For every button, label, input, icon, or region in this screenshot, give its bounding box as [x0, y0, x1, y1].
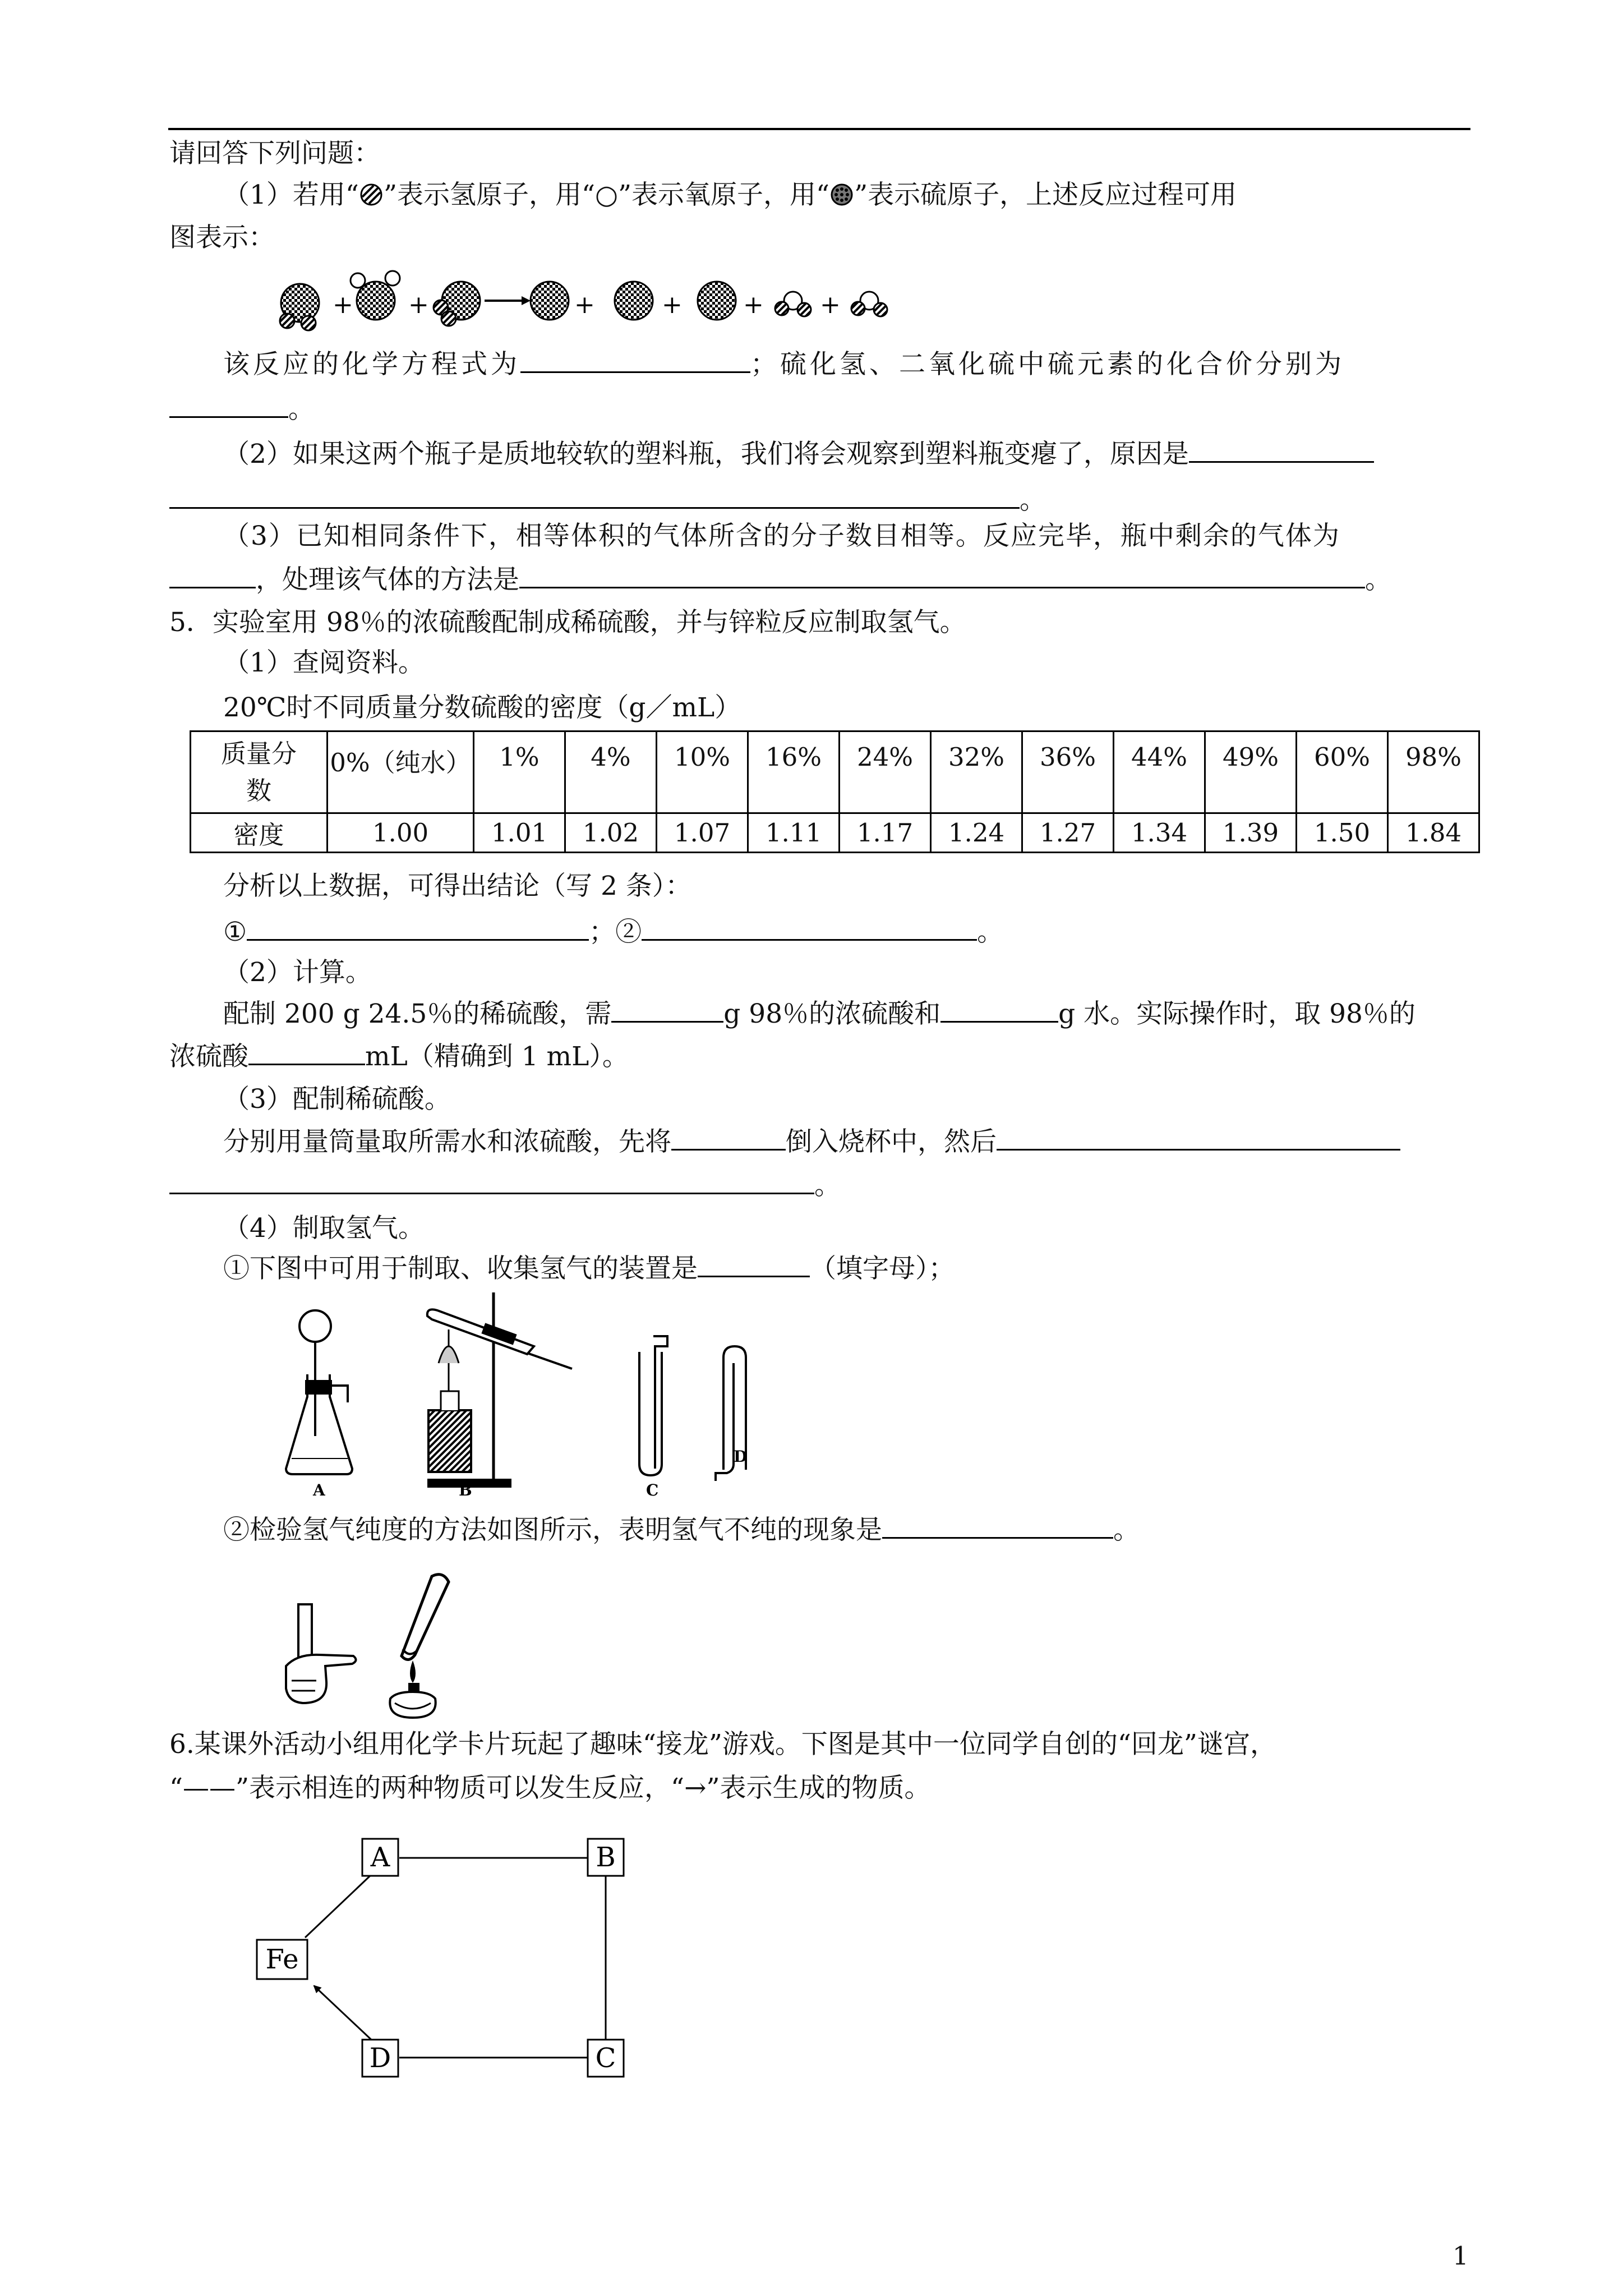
dilution-step-blank-b[interactable]	[169, 1170, 814, 1194]
water-mass-blank[interactable]	[940, 999, 1058, 1023]
svg-text:+: +	[743, 291, 764, 319]
q5-title: 5．实验室用 98％的浓硫酸配制成稀硫酸，并与锌粒反应制取氢气。	[169, 607, 966, 638]
reason-blank-a[interactable]	[1189, 439, 1374, 463]
conclusion-2-blank[interactable]	[642, 917, 977, 941]
q4-part2-cont	[169, 484, 1046, 517]
q4-part1-text-c: ”表示硫原子，上述反应过程可用	[854, 180, 1237, 210]
node-a-label: A	[370, 1842, 390, 1873]
calc-text-b: g 98％的浓硫酸和	[723, 999, 941, 1029]
q4-part1-line	[223, 178, 1237, 212]
q4-part1-text-a: （1）若用“	[223, 180, 359, 210]
collection-tube-upright	[639, 1336, 667, 1475]
svg-text:+: +	[333, 291, 353, 319]
apparatus-blank[interactable]	[698, 1253, 810, 1277]
conclusion-1-label: ①	[223, 917, 247, 947]
fraction-cell: 10%	[657, 731, 748, 813]
calc-text-a: 配制 200 g 24.5％的稀硫酸，需	[223, 999, 612, 1029]
reaction-diagram	[275, 268, 903, 335]
fraction-cell: 24%	[840, 731, 931, 813]
dilution-text-a: 分别用量筒量取所需水和浓硫酸，先将	[223, 1126, 671, 1157]
apparatus-label-d: D	[734, 1447, 748, 1466]
conclusion-2-label: ；②	[589, 917, 642, 947]
heating-apparatus	[427, 1292, 572, 1488]
page-number: 1	[1453, 2241, 1469, 2271]
q4-intro: 请回答下列问题：	[169, 138, 380, 169]
dilution-step-blank-a[interactable]	[997, 1126, 1400, 1151]
conical-flask-apparatus	[286, 1310, 352, 1474]
dilution-text-b: 倒入烧杯中，然后	[786, 1126, 997, 1157]
density-cell: 1.84	[1388, 813, 1479, 853]
h2s-molecule-icon	[280, 284, 319, 330]
density-table	[190, 730, 1480, 853]
q6-line2: “——”表示相连的两种物质可以发生反应，“→”表示生成的物质。	[169, 1773, 931, 1803]
density-cell: 1.01	[474, 813, 565, 853]
node-fe-label: Fe	[265, 1944, 299, 1975]
fraction-header-a: 质量分	[220, 738, 297, 769]
alcohol-lamp-icon	[390, 1575, 449, 1718]
water-molecule-icon	[775, 292, 811, 316]
fraction-cell: 32%	[931, 731, 1022, 813]
q4-part3-end: 。	[1365, 564, 1391, 595]
apparatus-label-b: B	[459, 1481, 472, 1498]
q4-part2-end: 。	[1020, 485, 1046, 516]
q4-part2-line	[223, 438, 1374, 471]
purity-text: ②检验氢气纯度的方法如图所示，表明氢气不纯的现象是	[223, 1515, 882, 1545]
hydrogen-atom-icon	[359, 182, 384, 207]
apparatus-text-b: （填字母）；	[810, 1253, 955, 1284]
svg-text:+: +	[820, 291, 841, 319]
density-cell: 1.11	[748, 813, 840, 853]
pour-first-blank[interactable]	[671, 1126, 786, 1151]
q5-analysis: 分析以上数据，可得出结论（写 2 条）：	[223, 871, 692, 901]
h2s-molecule-icon	[434, 282, 480, 326]
conclusion-1-blank[interactable]	[247, 917, 589, 941]
density-cell: 1.00	[328, 813, 474, 853]
density-cell: 1.07	[657, 813, 748, 853]
treatment-blank[interactable]	[519, 564, 1365, 588]
fraction-cell: 98%	[1388, 731, 1479, 813]
fraction-header-cell	[191, 731, 328, 813]
q5-step1: （1）查阅资料。	[223, 647, 425, 678]
node-b-label: B	[596, 1842, 616, 1873]
q5-dilution-line	[223, 1125, 1400, 1159]
q4-part2-text: （2）如果这两个瓶子是质地较软的塑料瓶，我们将会观察到塑料瓶变瘪了，原因是	[223, 439, 1189, 470]
equation-blank[interactable]	[520, 349, 750, 373]
density-cell: 1.02	[565, 813, 657, 853]
q5-calc-cont	[169, 1040, 629, 1074]
fraction-cell: 44%	[1114, 731, 1205, 813]
purity-test-figure	[280, 1571, 516, 1722]
density-cell: 1.24	[931, 813, 1022, 853]
reason-blank-b[interactable]	[169, 485, 1020, 509]
sulfur-atom-icon	[531, 282, 569, 320]
reaction-maze-diagram	[247, 1823, 639, 2098]
purity-end: 。	[1113, 1515, 1140, 1545]
q5-purity-line	[223, 1513, 1140, 1547]
q5-step4: （4）制取氢气。	[223, 1213, 425, 1244]
hand-holding-tube-icon	[286, 1604, 356, 1703]
sulfur-atom-icon	[615, 282, 653, 320]
apparatus-label-c: C	[646, 1481, 659, 1498]
svg-text:+: +	[574, 291, 595, 319]
sulfur-atom-icon	[698, 282, 736, 320]
q4-part3-text-b: ，处理该气体的方法是	[256, 564, 519, 595]
q4-eq-end: 。	[288, 394, 315, 425]
q5-apparatus-line	[223, 1252, 955, 1286]
fraction-cell: 49%	[1205, 731, 1297, 813]
q4-part1-text-d: 图表示：	[169, 222, 275, 253]
q4-valence-line	[169, 393, 315, 426]
node-c-label: C	[595, 2042, 616, 2074]
q6-line1: 6.某课外活动小组用化学卡片玩起了趣味“接龙”游戏。下图是其中一位同学自创的“回龙”谜宫，	[169, 1729, 1276, 1760]
q5-calc-line	[223, 997, 1415, 1031]
q4-eq-text-a: 该反应的化学方程式为	[223, 349, 520, 380]
node-d-label: D	[369, 2042, 391, 2074]
apparatus-label-a: A	[313, 1481, 325, 1498]
density-cell: 1.34	[1114, 813, 1205, 853]
acid-volume-blank[interactable]	[248, 1041, 365, 1065]
header-rule	[168, 128, 1470, 130]
calc-text-c: g 水。实际操作时，取 98％的	[1058, 999, 1415, 1029]
so2-molecule-icon	[351, 271, 400, 320]
q4-part3-text: （3）已知相同条件下，相等体积的气体所含的分子数目相等。反应完毕，瓶中剩余的气体为	[223, 521, 1340, 551]
fraction-cell: 36%	[1022, 731, 1114, 813]
arrow-d-to-fe	[314, 1986, 371, 2040]
svg-text:+: +	[408, 291, 429, 319]
q4-part1-text-b: ”表示氢原子，用“○”表示氧原子，用“	[383, 180, 830, 210]
density-cell: 1.50	[1297, 813, 1388, 853]
q5-step3: （3）配制稀硫酸。	[223, 1084, 451, 1115]
sulfur-atom-icon	[829, 182, 854, 207]
acid-mass-blank[interactable]	[611, 999, 723, 1023]
valence-blank[interactable]	[169, 394, 288, 418]
dilution-end: 。	[814, 1170, 841, 1201]
q4-equation-line	[223, 348, 1345, 381]
fraction-cell: 4%	[565, 731, 657, 813]
density-header-cell: 密度	[191, 813, 328, 853]
q4-eq-text-b: ；硫化氢、二氧化硫中硫元素的化合价分别为	[750, 349, 1345, 380]
fraction-cell: 0%（纯水）	[328, 731, 474, 813]
fraction-cell: 16%	[748, 731, 840, 813]
q4-part3-cont	[169, 563, 1391, 597]
water-molecule-icon	[851, 292, 887, 316]
fraction-cell: 1%	[474, 731, 565, 813]
density-cell: 1.27	[1022, 813, 1114, 853]
q5-dilution-cont	[169, 1169, 841, 1203]
q5-step2: （2）计算。	[223, 957, 372, 988]
q5-conclusions-line	[223, 915, 1003, 949]
reaction-arrow-icon	[485, 296, 531, 305]
density-cell: 1.17	[840, 813, 931, 853]
q5-table-caption: 20℃时不同质量分数硫酸的密度（g／mL）	[223, 692, 741, 723]
edge-a-fe	[305, 1875, 371, 1938]
conclusion-end: 。	[977, 917, 1004, 947]
calc-text-d: 浓硫酸	[169, 1041, 248, 1072]
svg-text:+: +	[662, 291, 683, 319]
fraction-cell: 60%	[1297, 731, 1388, 813]
apparatus-text-a: ①下图中可用于制取、收集氢气的装置是	[223, 1253, 698, 1284]
calc-text-e: mL（精确到 1 mL）。	[365, 1041, 629, 1072]
density-cell: 1.39	[1205, 813, 1297, 853]
purity-blank[interactable]	[882, 1515, 1113, 1539]
remaining-gas-blank[interactable]	[169, 564, 256, 588]
fraction-header-b: 数	[246, 775, 271, 806]
apparatus-figure	[280, 1290, 819, 1498]
